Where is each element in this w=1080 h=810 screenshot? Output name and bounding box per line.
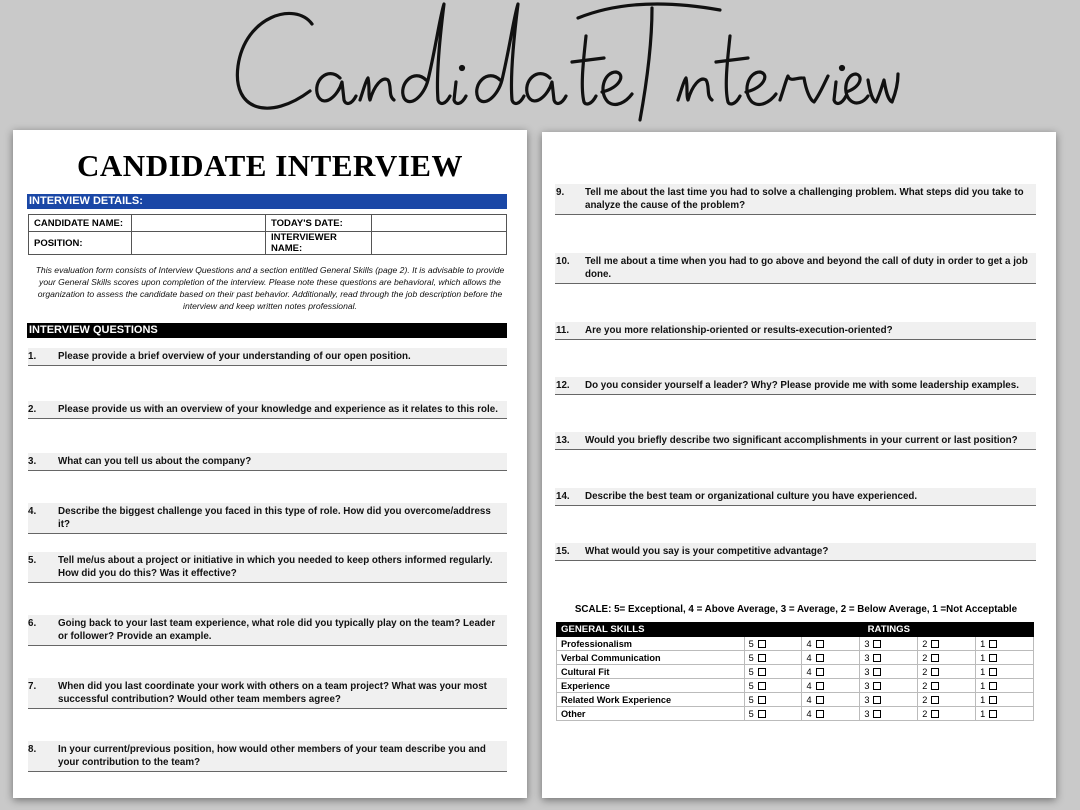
rating-cell	[860, 693, 918, 707]
rating-value: 2	[922, 708, 928, 719]
rating-cell	[744, 679, 802, 693]
rating-checkbox[interactable]	[931, 710, 939, 718]
rating-scale-legend: SCALE: 5= Exceptional, 4 = Above Average, 3 = Average, 2 = Below Average, 1 =Not Acceptable	[574, 604, 1018, 615]
rating-cell	[802, 693, 860, 707]
rating-cell	[976, 693, 1034, 707]
todays-date-field[interactable]	[372, 215, 507, 232]
question-row[interactable]	[555, 377, 1036, 395]
question-row[interactable]	[28, 453, 507, 471]
rating-cell	[860, 637, 918, 651]
rating-checkbox[interactable]	[931, 668, 939, 676]
question-number: 6.	[28, 618, 37, 629]
skill-row	[557, 693, 1034, 707]
rating-checkbox[interactable]	[758, 668, 766, 676]
interview-questions-header: INTERVIEW QUESTIONS	[27, 323, 507, 338]
rating-value: 2	[922, 680, 928, 691]
question-text: When did you last coordinate your work with others on a team project? What was your most successful contribution? Would other team members agree?	[58, 681, 487, 705]
rating-checkbox[interactable]	[989, 654, 997, 662]
rating-value: 5	[748, 652, 754, 663]
rating-checkbox[interactable]	[816, 696, 824, 704]
rating-value: 2	[922, 694, 928, 705]
rating-cell	[802, 665, 860, 679]
rating-cell	[860, 679, 918, 693]
question-number: 13.	[556, 435, 570, 446]
rating-cell	[918, 637, 976, 651]
rating-cell	[744, 651, 802, 665]
rating-value: 1	[980, 666, 986, 677]
rating-value: 1	[980, 638, 986, 649]
skill-name: Other	[557, 707, 745, 721]
todays-date-label: TODAY'S DATE:	[266, 215, 372, 232]
question-text: Describe the best team or organizational culture you have experienced.	[585, 491, 918, 502]
script-banner-title	[200, 0, 900, 146]
interviewer-name-field[interactable]	[372, 232, 507, 255]
rating-value: 5	[748, 666, 754, 677]
rating-value: 2	[922, 666, 928, 677]
skill-name: Related Work Experience	[557, 693, 745, 707]
interview-details-header: INTERVIEW DETAILS:	[27, 194, 507, 209]
question-text: Tell me about a time when you had to go above and beyond the call of duty in order to get a job done.	[585, 256, 1028, 280]
rating-checkbox[interactable]	[873, 640, 881, 648]
rating-cell	[802, 679, 860, 693]
question-number: 12.	[556, 380, 570, 391]
question-text: Are you more relationship-oriented or results-execution-oriented?	[585, 325, 893, 336]
rating-cell	[918, 679, 976, 693]
question-text: What would you say is your competitive advantage?	[585, 546, 829, 557]
rating-value: 3	[864, 694, 870, 705]
skill-name: Verbal Communication	[557, 651, 745, 665]
rating-cell	[744, 637, 802, 651]
question-row[interactable]	[28, 503, 507, 534]
question-row[interactable]	[555, 432, 1036, 450]
question-row[interactable]	[28, 741, 507, 772]
question-number: 3.	[28, 456, 37, 467]
question-text: Tell me/us about a project or initiative in which you needed to keep others informed regularly. How did you do this? Was it effective?	[58, 555, 493, 579]
rating-value: 3	[864, 680, 870, 691]
skill-name: Cultural Fit	[557, 665, 745, 679]
question-text: Describe the biggest challenge you faced in this type of role. How did you overcome/address it?	[58, 506, 491, 530]
question-text: Would you briefly describe two significant accomplishments in your current or last position?	[585, 435, 1018, 446]
question-row[interactable]	[555, 253, 1036, 284]
rating-checkbox[interactable]	[758, 640, 766, 648]
candidate-name-label: CANDIDATE NAME:	[29, 215, 132, 232]
rating-checkbox[interactable]	[989, 640, 997, 648]
document-title: CANDIDATE INTERVIEW	[77, 148, 463, 183]
question-row[interactable]	[28, 552, 507, 583]
skill-row	[557, 707, 1034, 721]
rating-checkbox[interactable]	[816, 640, 824, 648]
ratings-header: RATINGS	[744, 623, 1033, 637]
question-number: 9.	[556, 187, 565, 198]
rating-value: 5	[748, 638, 754, 649]
rating-checkbox[interactable]	[931, 654, 939, 662]
rating-value: 4	[806, 694, 812, 705]
question-row[interactable]	[28, 678, 507, 709]
position-label: POSITION:	[29, 232, 132, 255]
position-field[interactable]	[132, 232, 266, 255]
rating-cell	[744, 707, 802, 721]
rating-value: 5	[748, 708, 754, 719]
rating-checkbox[interactable]	[758, 710, 766, 718]
question-number: 1.	[28, 351, 37, 362]
interview-details-table	[28, 214, 507, 255]
rating-checkbox[interactable]	[989, 682, 997, 690]
rating-value: 4	[806, 652, 812, 663]
question-number: 7.	[28, 681, 37, 692]
rating-value: 4	[806, 666, 812, 677]
rating-cell	[918, 693, 976, 707]
rating-checkbox[interactable]	[758, 654, 766, 662]
rating-cell	[918, 707, 976, 721]
rating-checkbox[interactable]	[816, 654, 824, 662]
rating-value: 5	[748, 680, 754, 691]
general-skills-header: GENERAL SKILLS	[557, 623, 745, 637]
question-text: Do you consider yourself a leader? Why? Please provide me with some leadership examples.	[585, 380, 1019, 391]
rating-checkbox[interactable]	[873, 668, 881, 676]
candidate-name-field[interactable]	[132, 215, 266, 232]
question-row[interactable]	[28, 348, 507, 366]
rating-checkbox[interactable]	[873, 710, 881, 718]
page-one	[13, 130, 527, 798]
question-row[interactable]	[555, 184, 1036, 215]
rating-value: 4	[806, 638, 812, 649]
rating-cell	[976, 665, 1034, 679]
rating-cell	[918, 665, 976, 679]
skill-name: Experience	[557, 679, 745, 693]
rating-checkbox[interactable]	[816, 682, 824, 690]
question-number: 14.	[556, 491, 570, 502]
rating-checkbox[interactable]	[931, 696, 939, 704]
question-text: Please provide a brief overview of your understanding of our open position.	[58, 351, 411, 362]
rating-cell	[976, 707, 1034, 721]
question-text: What can you tell us about the company?	[58, 456, 252, 467]
rating-cell	[744, 693, 802, 707]
rating-value: 3	[864, 638, 870, 649]
skill-row	[557, 679, 1034, 693]
interviewer-name-label: INTERVIEWER NAME:	[266, 232, 372, 255]
question-text: Going back to your last team experience, what role did you typically play on the team? Leader or follower? Provide an example.	[58, 618, 496, 642]
question-number: 2.	[28, 404, 37, 415]
question-row[interactable]	[28, 401, 507, 419]
rating-value: 2	[922, 652, 928, 663]
question-text: Please provide us with an overview of your knowledge and experience as it relates to this role.	[58, 404, 498, 415]
intro-instructions: This evaluation form consists of Interview Questions and a section entitled General Skills (page 2). It is advisable to provide your General Skills scores upon completion of the interview. Please note these questions are behavioral, which allows the organization to assess the candidate based on their past behavior. Additionally, read through the job description before the interview and keep written notes professional.	[35, 265, 505, 311]
question-row[interactable]	[555, 322, 1036, 340]
question-row[interactable]	[555, 488, 1036, 506]
rating-checkbox[interactable]	[758, 682, 766, 690]
question-number: 5.	[28, 555, 37, 566]
skill-row	[557, 637, 1034, 651]
rating-value: 2	[922, 638, 928, 649]
question-number: 15.	[556, 546, 570, 557]
rating-cell	[976, 679, 1034, 693]
rating-checkbox[interactable]	[989, 668, 997, 676]
rating-checkbox[interactable]	[816, 668, 824, 676]
rating-value: 1	[980, 680, 986, 691]
rating-value: 1	[980, 694, 986, 705]
rating-cell	[744, 665, 802, 679]
general-skills-table	[556, 622, 1034, 721]
rating-cell	[976, 637, 1034, 651]
rating-value: 3	[864, 708, 870, 719]
rating-cell	[860, 707, 918, 721]
skill-row	[557, 665, 1034, 679]
rating-checkbox[interactable]	[873, 696, 881, 704]
question-row[interactable]	[555, 543, 1036, 561]
rating-checkbox[interactable]	[873, 682, 881, 690]
rating-cell	[860, 665, 918, 679]
question-number: 10.	[556, 256, 570, 267]
rating-value: 1	[980, 652, 986, 663]
rating-cell	[802, 637, 860, 651]
rating-checkbox[interactable]	[931, 682, 939, 690]
rating-checkbox[interactable]	[758, 696, 766, 704]
rating-value: 3	[864, 666, 870, 677]
rating-value: 4	[806, 708, 812, 719]
question-text: Tell me about the last time you had to solve a challenging problem. What steps did you take to analyze the cause of the problem?	[585, 187, 1024, 211]
skill-name: Professionalism	[557, 637, 745, 651]
rating-value: 5	[748, 694, 754, 705]
rating-cell	[802, 707, 860, 721]
question-number: 8.	[28, 744, 37, 755]
rating-cell	[860, 651, 918, 665]
rating-checkbox[interactable]	[989, 696, 997, 704]
rating-value: 3	[864, 652, 870, 663]
rating-value: 1	[980, 708, 986, 719]
question-number: 4.	[28, 506, 37, 517]
rating-cell	[976, 651, 1034, 665]
rating-cell	[802, 651, 860, 665]
rating-checkbox[interactable]	[873, 654, 881, 662]
question-text: In your current/previous position, how would other members of your team describe you and your contribution to the team?	[58, 744, 486, 768]
rating-checkbox[interactable]	[989, 710, 997, 718]
question-number: 11.	[556, 325, 570, 336]
rating-checkbox[interactable]	[816, 710, 824, 718]
skill-row	[557, 651, 1034, 665]
rating-checkbox[interactable]	[931, 640, 939, 648]
page-two	[542, 132, 1056, 798]
rating-value: 4	[806, 680, 812, 691]
question-row[interactable]	[28, 615, 507, 646]
rating-cell	[918, 651, 976, 665]
